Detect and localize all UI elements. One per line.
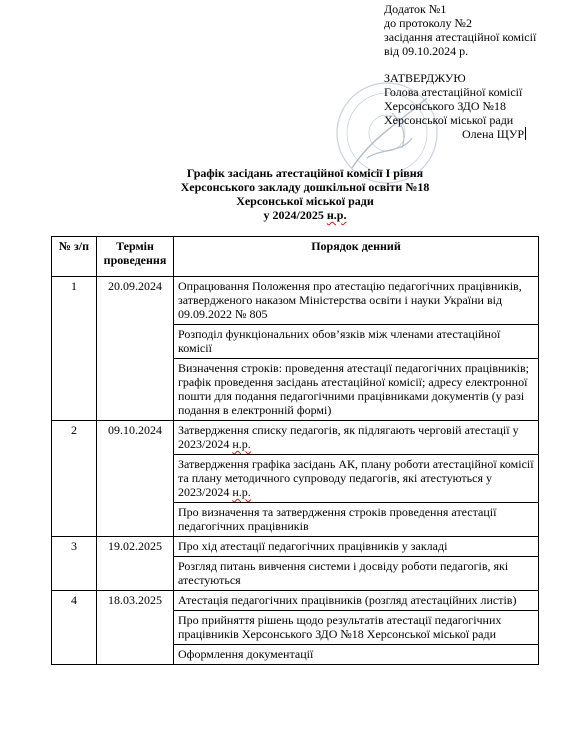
meeting-date: 20.09.2024 [97,277,174,421]
row-number: 2 [52,421,97,537]
approval-position-line: Херсонської міської ради [384,113,514,127]
table-header-row [52,237,539,277]
agenda-text: Розподіл функціональних обов’язків між членами атестаційної комісії [178,327,501,355]
agenda-text: Розгляд питань вивчення системи і досвіду роботи педагогів, які атестуються [178,559,509,587]
agenda-text: Затвердження графіка засідань АК, плану роботи атестаційної комісії та плану методичного супроводу педагогів, які атестуються у 2023/2024 [178,457,534,499]
table-body [52,277,539,665]
agenda-item [174,645,539,665]
agenda-item [174,611,539,645]
agenda-text: Затвердження списку педагогів, як підлягають черговій атестації у 2023/2024 [178,423,519,451]
agenda-item [174,359,539,421]
agenda-item [174,325,539,359]
approval-position-line: Херсонського ЗДО №18 [384,99,506,113]
meeting-date: 19.02.2025 [97,537,174,591]
meeting-date: 18.03.2025 [97,591,174,665]
appendix-line: засідання атестаційної комісії [384,30,537,44]
spellcheck-flag: н.р. [326,208,347,222]
approval-heading: ЗАТВЕРДЖУЮ [384,71,466,85]
meeting-date: 09.10.2024 [97,421,174,537]
table-row [52,591,539,611]
agenda-text: Опрацювання Положення про атестацію педагогічних працівників, затвердженого наказом Міністерства освіти і науки України від 09.09.2022 № 805 [178,279,522,321]
agenda-text: Атестація педагогічних працівників (розгляд атестаційних листів) [178,593,517,607]
agenda-item [174,537,539,557]
signer-name: Олена ЩУР [462,127,525,141]
agenda-text: Про хід атестації педагогічних працівників у закладі [178,539,448,553]
header-num: № з/п [52,237,97,277]
approval-position-line: Голова атестаційної комісії [384,85,523,99]
title-year: у 2024/2025 [263,208,327,222]
spellcheck-flag: н.р. [232,485,251,499]
title-line: Херсонської міської ради [236,194,374,208]
header-agenda: Порядок денний [174,237,539,277]
appendix-line: від 09.10.2024 р. [384,44,469,58]
agenda-text: Оформлення документації [178,647,314,661]
schedule-table [51,236,539,665]
agenda-item [174,455,539,503]
text-cursor [525,127,526,140]
table-row [52,277,539,325]
approval-block [384,71,570,141]
agenda-text: Про визначення та затвердження строків проведення атестації педагогічних працівників [178,505,497,533]
appendix-block [384,2,570,58]
table-row [52,537,539,557]
table-row [52,421,539,455]
appendix-line: до протоколу №2 [384,16,472,30]
agenda-item [174,557,539,591]
agenda-text: Про прийняття рішень щодо результатів атестації педагогічних працівників Херсонського ЗДО №18 Херсонської міської ради [178,613,502,641]
appendix-line: Додаток №1 [384,2,447,16]
row-number: 3 [52,537,97,591]
title-line: Графік засідань атестаційної комісії І рівня [186,166,424,180]
spellcheck-flag: н.р. [232,437,251,451]
document-title [150,166,460,222]
title-line: Херсонського закладу дошкільної освіти №18 [180,180,430,194]
title-line [150,208,460,222]
agenda-item [174,277,539,325]
row-number: 4 [52,591,97,665]
agenda-item [174,591,539,611]
agenda-item [174,503,539,537]
header-date: Термін проведення [97,237,174,277]
agenda-item [174,421,539,455]
approval-signer [384,127,570,141]
row-number: 1 [52,277,97,421]
agenda-text: Визначення строків: проведення атестації педагогічних працівників; графік проведення засідань атестаційної комісії; адресу електронної пошти для подання педагогічними працівниками документів (у разі подання в електронній формі) [178,361,529,417]
